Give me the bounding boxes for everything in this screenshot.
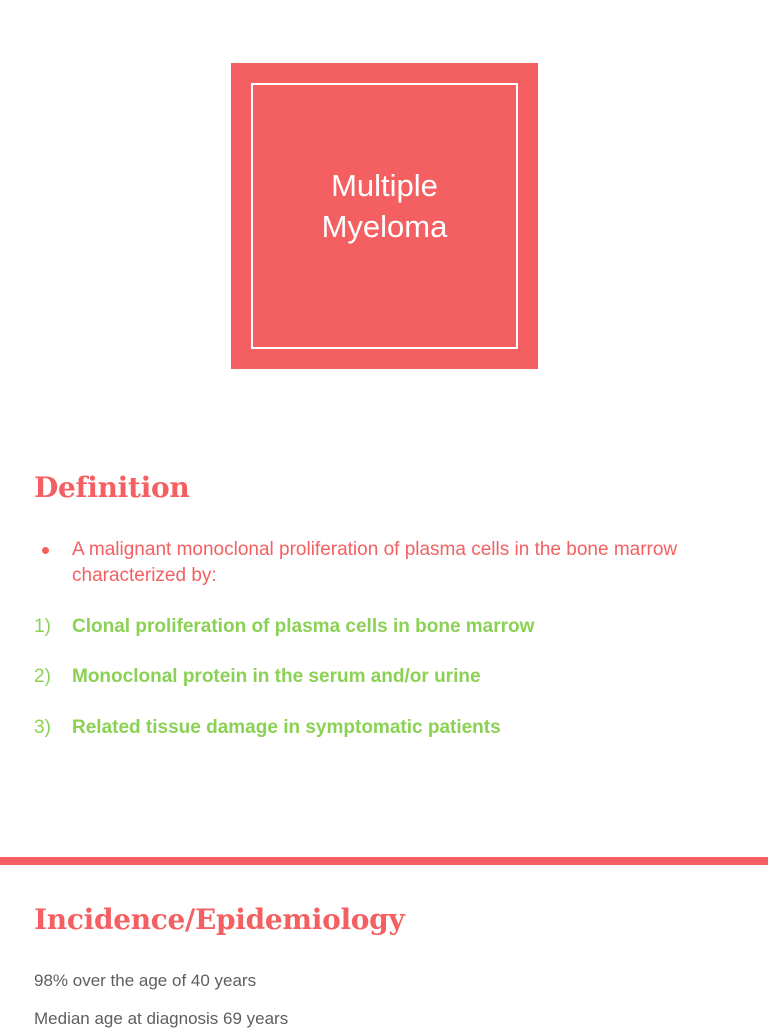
incidence-heading: Incidence/Epidemiology xyxy=(34,903,405,936)
title-frame xyxy=(251,83,518,349)
item-text: Related tissue damage in symptomatic patients xyxy=(72,717,501,738)
slide-divider xyxy=(0,857,768,865)
definition-item-2 xyxy=(34,664,481,690)
item-marker: 2) xyxy=(34,666,51,687)
item-marker: 1) xyxy=(34,616,51,637)
item-text: Clonal proliferation of plasma cells in bone marrow xyxy=(72,616,535,637)
definition-item-1 xyxy=(34,614,534,640)
item-text: Monoclonal protein in the serum and/or urine xyxy=(72,666,481,687)
item-marker: 3) xyxy=(34,717,51,738)
definition-heading: Definition xyxy=(34,471,190,504)
title-line-2: Myeloma xyxy=(321,209,448,244)
title-box xyxy=(231,63,538,369)
definition-bullet xyxy=(34,537,714,589)
incidence-line-1: 98% over the age of 40 years xyxy=(34,971,257,990)
incidence-line-2: Median age at diagnosis 69 years xyxy=(34,1009,289,1028)
bullet-dot-icon xyxy=(42,547,49,554)
definition-bullet-text: A malignant monoclonal proliferation of plasma cells in the bone marrow characterized by: xyxy=(72,539,678,586)
slide-title xyxy=(322,165,448,247)
title-line-1: Multiple xyxy=(331,168,438,203)
definition-item-3 xyxy=(34,715,501,741)
